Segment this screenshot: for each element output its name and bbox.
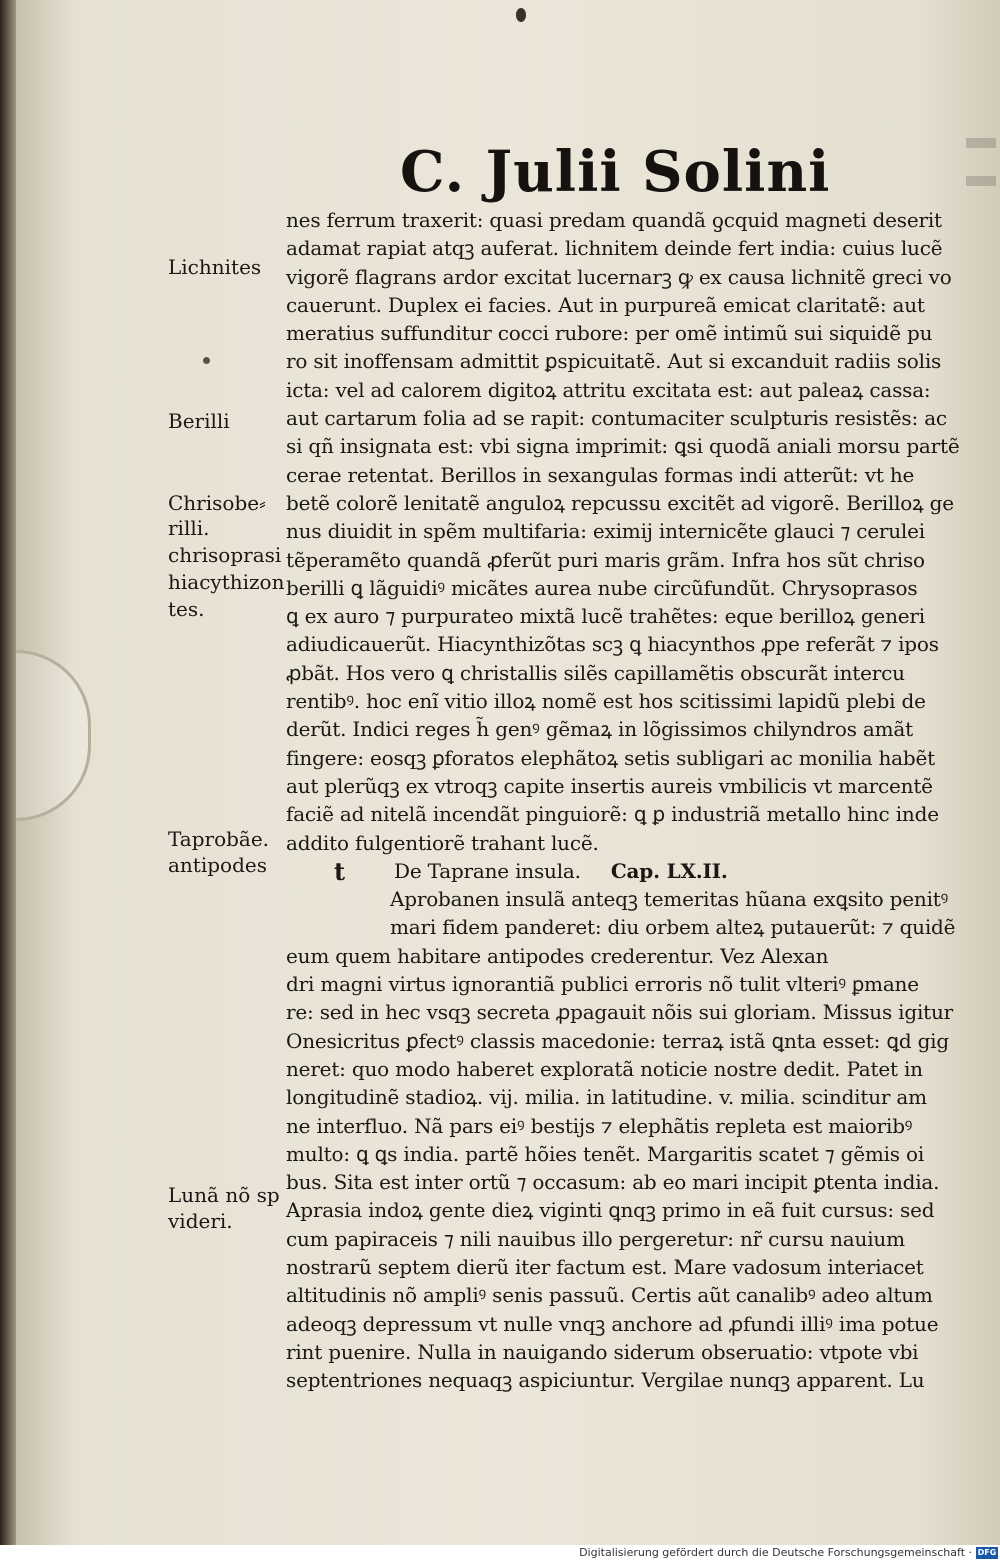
show-through-mark bbox=[966, 138, 996, 148]
margin-note-berilli: Berilli bbox=[168, 409, 230, 433]
text-line: re: sed in hec vsqꝫ secreta ꝓpagauit nõis sui gloriam. Missus igitur bbox=[286, 1000, 954, 1025]
text-line: berilli ꝗ lãguidiꝰ micãtes aurea nube circũfundũt. Chrysoprasos bbox=[286, 575, 918, 600]
text-line: cauerunt. Duplex ei facies. Aut in purpureã emicat claritatẽ: aut bbox=[286, 292, 925, 317]
margin-note-chrysoprasi: chrisoprasi bbox=[168, 543, 282, 567]
text-line: cum papiraceis ⁊ nili nauibus illo pergeretur: nr̃ cursu nauium bbox=[286, 1226, 905, 1251]
text-line: rentibꝰ. hoc enĩ vitio illoꝝ nomẽ est hos scitissimi lapidũ plebi de bbox=[286, 689, 926, 714]
text-line: altitudinis nõ ampliꝰ senis passuũ. Certis aũt canalibꝰ adeo altum bbox=[286, 1283, 933, 1308]
show-through-mark bbox=[966, 176, 996, 186]
text-line: cerae retentat. Berillos in sexangulas formas indi atterũt: vt he bbox=[286, 462, 915, 487]
text-line: ne interfluo. Nã pars eiꝰ bestijs ⁊ elephãtis repleta est maioribꝰ bbox=[286, 1113, 913, 1138]
text-line: ꝓbãt. Hos vero ꝗ christallis silẽs capillamẽtis obscurãt intercu bbox=[286, 660, 905, 685]
text-line: adiudicauerũt. Hiacynthizõtas scꝫ ꝗ hiacynthos ꝓpe referãt ⁊ ipos bbox=[286, 632, 939, 657]
text-line: faciẽ ad nitelã incendãt pinguiorẽ: ꝗ ꝑ industriã metallo hinc inde bbox=[286, 802, 939, 827]
text-line: nostrarũ septem dierũ iter factum est. Mare vadosum interiacet bbox=[286, 1254, 924, 1279]
text-line: nes ferrum traxerit: quasi predam quandã ƍcquid magneti deserit bbox=[286, 208, 942, 232]
text-line: meratius suffunditur cocci rubore: per omẽ intimũ sui siquidẽ pu bbox=[286, 321, 933, 346]
text-line: mari fidem panderet: diu orbem alteꝝ putauerũt: ⁊ quidẽ bbox=[390, 915, 956, 940]
chapter-heading: De Taprane insula. bbox=[394, 858, 581, 883]
text-line: rint puenire. Nulla in nauigando siderum obseruatio: vtpote vbi bbox=[286, 1339, 919, 1364]
text-line: derũt. Indici reges h̃ genꝰ gẽmaꝝ in lõgissimos chilyndros amãt bbox=[286, 717, 913, 742]
text-line: multo: ꝗ ꝗs india. partẽ hõies tenẽt. Margaritis scatet ⁊ gẽmis oi bbox=[286, 1141, 925, 1166]
margin-note-chrysoberilli-cont: rilli. bbox=[168, 516, 210, 540]
text-line: adamat rapiat atqꝫ auferat. lichnitem deinde fert india: cuius lucẽ bbox=[286, 236, 943, 261]
text-line: addito fulgentiorẽ trahant lucẽ. bbox=[286, 830, 599, 855]
text-line: ro sit inoffensam admittit ꝑspicuitatẽ. Aut si excanduit radiis solis bbox=[286, 349, 942, 374]
margin-note-luna: Lunã nõ sp bbox=[168, 1183, 280, 1207]
text-line: betẽ colorẽ lenitatẽ anguloꝝ repcussu excitẽt ad vigorẽ. Berilloꝝ ge bbox=[286, 490, 954, 515]
text-line: Aprobanen insulã anteqꝫ temeritas hũana exꝗsito penitꝰ bbox=[390, 887, 949, 912]
text-line: bus. Sita est inter ortũ ⁊ occasum: ab eo mari incipit ꝑtenta india. bbox=[286, 1170, 940, 1195]
main-text-column bbox=[286, 206, 970, 1394]
initial-letter: t bbox=[334, 857, 346, 886]
text-line: fingere: eosqꝫ ꝑforatos elephãtoꝝ setis subligari ac monilia habẽt bbox=[286, 745, 935, 770]
dfg-logo: DFG bbox=[977, 1548, 997, 1557]
text-line: septentriones nequaqꝫ aspiciuntur. Vergilae nunqꝫ apparent. Lu bbox=[286, 1368, 925, 1393]
text-line: aut plerũqꝫ ex vtroqꝫ capite insertis aureis vmbilicis vt marcentẽ bbox=[286, 773, 933, 798]
page-clip bbox=[16, 650, 91, 821]
text-line: si qñ insignata est: vbi signa imprimit: ꝗsi quodã aniali morsu partẽ bbox=[286, 434, 960, 459]
margin-note-lichnites: Lichnites bbox=[168, 255, 262, 279]
margin-note-antipodes: antipodes bbox=[168, 853, 267, 877]
text-line: longitudinẽ stadioꝝ. vij. milia. in latitudine. v. milia. scinditur am bbox=[286, 1085, 927, 1110]
running-head: C. Julii Solini bbox=[400, 139, 831, 205]
text-line: tẽperamẽto quandã ꝓferũt puri maris grãm. Infra hos sũt chriso bbox=[286, 547, 925, 572]
ink-spot bbox=[516, 8, 526, 22]
text-line: dri magni virtus ignorantiã publici erroris nõ tulit vlteriꝰ ꝑmane bbox=[286, 972, 919, 997]
text-line: vigorẽ flagrans ardor excitat lucernarꝫ ꝙ ex causa lichnitẽ greci vo bbox=[286, 264, 952, 289]
ink-dot bbox=[203, 357, 210, 364]
margin-note-hiacynthizontes: hiacythizon bbox=[168, 570, 285, 594]
footer-credit: Digitalisierung gefördert durch die Deutsche Forschungsgemeinschaft · bbox=[579, 1546, 972, 1559]
text-line: neret: quo modo haberet exploratã noticie nostre dedit. Patet in bbox=[286, 1056, 923, 1081]
chapter-heading-line bbox=[286, 857, 970, 885]
text-line: eum quem habitare antipodes crederentur. Vez Alexan bbox=[286, 943, 829, 968]
text-line: ꝗ ex auro ⁊ purpurateo mixtã lucẽ trahẽtes: eque berilloꝝ generi bbox=[286, 604, 925, 629]
text-line: Aprasia indoꝝ gente dieꝝ viginti ꝗnqꝫ primo in eã fuit cursus: sed bbox=[286, 1198, 935, 1223]
chapter-label: Cap. LX.II. bbox=[610, 858, 728, 883]
text-line: icta: vel ad calorem digitoꝝ attritu excitata est: aut paleaꝝ cassa: bbox=[286, 377, 931, 402]
margin-note-luna-cont: videri. bbox=[168, 1209, 233, 1233]
margin-note-hiacynthizontes-cont: tes. bbox=[168, 597, 205, 621]
margin-note-taprobane: Taprobãe. bbox=[168, 827, 270, 851]
text-line: aut cartarum folia ad se rapit: contumaciter sculpturis resistẽs: ac bbox=[286, 406, 947, 431]
text-line: adeoqꝫ depressum vt nulle vnqꝫ anchore ad ꝓfundi illiꝰ ima potue bbox=[286, 1311, 939, 1336]
text-line: nus diuidit in spẽm multifaria: eximij internicẽte glauci ⁊ cerulei bbox=[286, 519, 925, 544]
text-line: Onesicritus ꝑfectꝰ classis macedonie: terraꝝ istã ꝗnta esset: ꝗd gig bbox=[286, 1028, 949, 1053]
margin-note-chrysoberilli: Chrisobe⸗ bbox=[168, 491, 266, 515]
